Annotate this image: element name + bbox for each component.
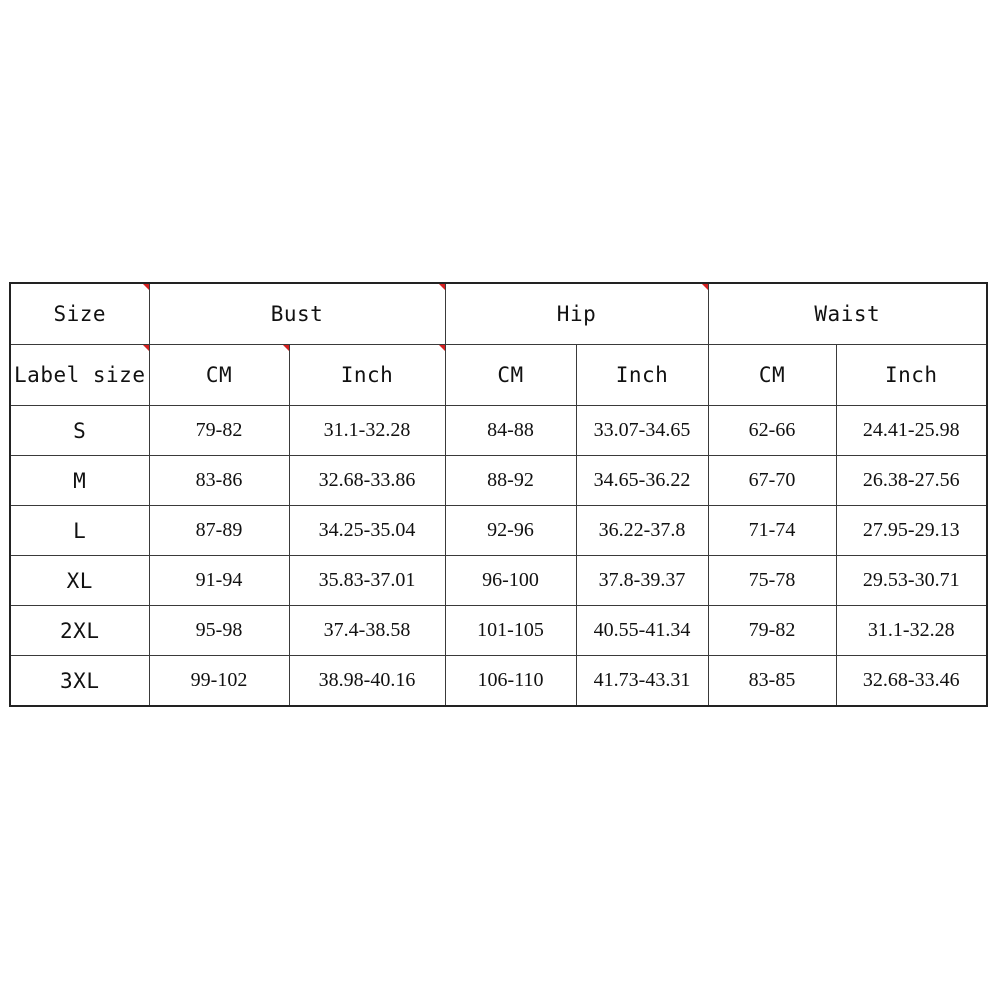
waist-inch-cell: 26.38-27.56 — [836, 456, 987, 506]
subheader-label-size — [10, 345, 149, 406]
bust-inch-label: Inch — [340, 363, 394, 387]
bust-inch-cell: 37.4-38.58 — [289, 606, 445, 656]
corner-marker — [143, 345, 149, 351]
header-bust-label: Bust — [270, 302, 324, 326]
size-cell: L — [10, 506, 149, 556]
subheader-bust-inch — [289, 345, 445, 406]
bust-cm-cell: 83-86 — [149, 456, 289, 506]
size-chart-table — [9, 282, 988, 707]
label-size-text: Label size — [14, 363, 146, 387]
header-waist — [708, 283, 987, 345]
waist-cm-cell: 83-85 — [708, 656, 836, 707]
hip-cm-cell: 101-105 — [445, 606, 576, 656]
header-waist-label: Waist — [814, 302, 881, 326]
waist-cm-cell: 75-78 — [708, 556, 836, 606]
hip-inch-cell: 36.22-37.8 — [576, 506, 708, 556]
hip-inch-cell: 33.07-34.65 — [576, 406, 708, 456]
corner-marker — [439, 345, 445, 351]
bust-inch-cell: 38.98-40.16 — [289, 656, 445, 707]
subheader-hip-cm — [445, 345, 576, 406]
bust-cm-cell: 95-98 — [149, 606, 289, 656]
bust-inch-cell: 31.1-32.28 — [289, 406, 445, 456]
bust-cm-label: CM — [205, 363, 233, 387]
hip-cm-cell: 92-96 — [445, 506, 576, 556]
size-cell: S — [10, 406, 149, 456]
waist-cm-cell: 62-66 — [708, 406, 836, 456]
bust-cm-cell: 99-102 — [149, 656, 289, 707]
header-hip — [445, 283, 708, 345]
waist-cm-label: CM — [758, 363, 786, 387]
waist-cm-cell: 71-74 — [708, 506, 836, 556]
hip-cm-cell: 88-92 — [445, 456, 576, 506]
hip-inch-cell: 34.65-36.22 — [576, 456, 708, 506]
subheader-waist-cm — [708, 345, 836, 406]
bust-inch-cell: 35.83-37.01 — [289, 556, 445, 606]
size-cell: 3XL — [10, 656, 149, 707]
waist-cm-cell: 79-82 — [708, 606, 836, 656]
header-size-label: Size — [53, 302, 107, 326]
hip-cm-cell: 106-110 — [445, 656, 576, 707]
header-hip-label: Hip — [556, 302, 597, 326]
bust-cm-cell: 79-82 — [149, 406, 289, 456]
table-row — [10, 556, 987, 606]
waist-inch-cell: 31.1-32.28 — [836, 606, 987, 656]
hip-cm-cell: 96-100 — [445, 556, 576, 606]
waist-inch-cell: 24.41-25.98 — [836, 406, 987, 456]
table-row — [10, 656, 987, 707]
header-size — [10, 283, 149, 345]
bust-cm-cell: 87-89 — [149, 506, 289, 556]
bust-inch-cell: 34.25-35.04 — [289, 506, 445, 556]
size-cell: XL — [10, 556, 149, 606]
header-row — [10, 283, 987, 345]
subheader-bust-cm — [149, 345, 289, 406]
subheader-waist-inch — [836, 345, 987, 406]
corner-marker — [143, 284, 149, 290]
table-row — [10, 456, 987, 506]
hip-inch-cell: 37.8-39.37 — [576, 556, 708, 606]
subheader-hip-inch — [576, 345, 708, 406]
size-cell: 2XL — [10, 606, 149, 656]
hip-inch-cell: 40.55-41.34 — [576, 606, 708, 656]
waist-inch-label: Inch — [884, 363, 938, 387]
waist-inch-cell: 29.53-30.71 — [836, 556, 987, 606]
size-cell: M — [10, 456, 149, 506]
table-row — [10, 406, 987, 456]
bust-cm-cell: 91-94 — [149, 556, 289, 606]
hip-cm-cell: 84-88 — [445, 406, 576, 456]
hip-cm-label: CM — [497, 363, 524, 387]
table-row — [10, 506, 987, 556]
corner-marker — [439, 284, 445, 290]
waist-inch-cell: 32.68-33.46 — [836, 656, 987, 707]
waist-inch-cell: 27.95-29.13 — [836, 506, 987, 556]
hip-inch-label: Inch — [615, 363, 669, 387]
waist-cm-cell: 67-70 — [708, 456, 836, 506]
bust-inch-cell: 32.68-33.86 — [289, 456, 445, 506]
corner-marker — [702, 284, 708, 290]
table-row — [10, 606, 987, 656]
hip-inch-cell: 41.73-43.31 — [576, 656, 708, 707]
corner-marker — [283, 345, 289, 351]
header-bust — [149, 283, 445, 345]
subheader-row — [10, 345, 987, 406]
